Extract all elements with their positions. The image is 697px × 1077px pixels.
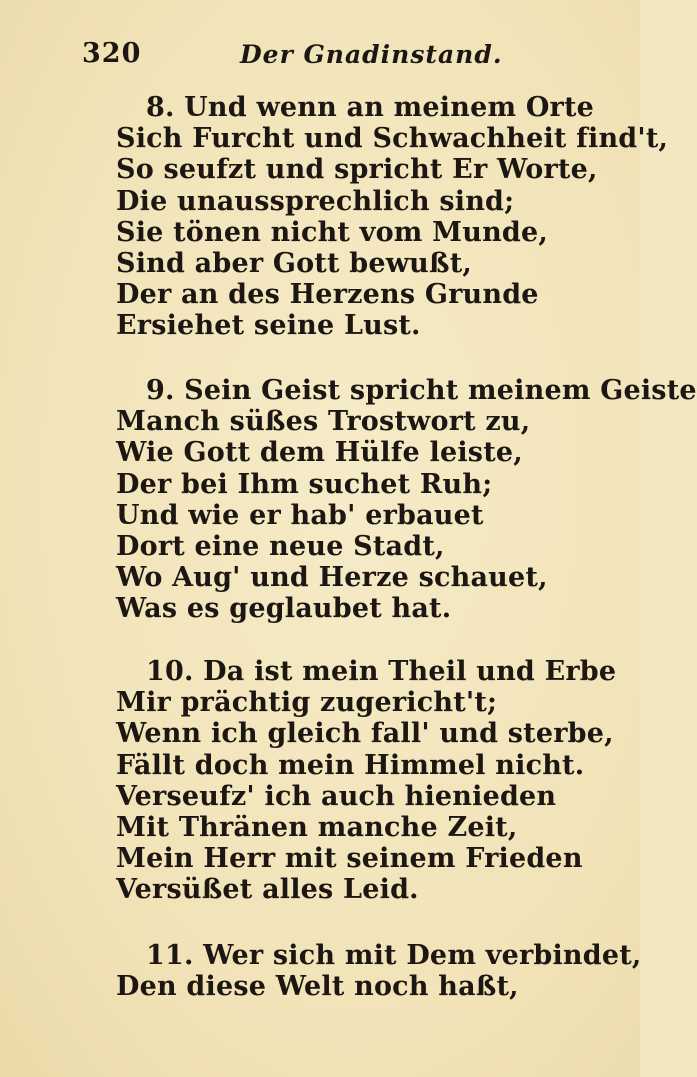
stanza-10 — [116, 656, 616, 906]
verse-line: Die unaussprechlich sind; — [116, 185, 515, 217]
verse-line: So seufzt und spricht Er Worte, — [116, 154, 598, 186]
verse-line: Versüßet alles Leid. — [116, 874, 419, 906]
verse-line: 8. Und wenn an meinem Orte — [146, 92, 595, 123]
verse-line: Mein Herr mit seinem Frieden — [116, 843, 583, 875]
verse-line: Mir prächtig zugericht't; — [116, 687, 498, 719]
stanza-9 — [116, 375, 697, 625]
verse-line: Verseufz' ich auch hienieden — [116, 780, 557, 812]
verse-line: 10. Da ist mein Theil und Erbe — [146, 656, 617, 687]
verse-line: Mit Thränen manche Zeit, — [116, 812, 518, 844]
verse-line: Wie Gott dem Hülfe leiste, — [116, 437, 523, 469]
verse-line: Ersiehet seine Lust. — [116, 310, 421, 342]
verse-line: Sie tönen nicht vom Munde, — [116, 216, 548, 248]
verse-line: Wenn ich gleich fall' und sterbe, — [116, 718, 614, 750]
verse-line: Dort eine neue Stadt, — [116, 531, 445, 563]
verse-line: Was es geglaubet hat. — [116, 593, 452, 625]
verse-line: Manch süßes Trostwort zu, — [116, 406, 531, 438]
verse-line: Fällt doch mein Himmel nicht. — [116, 749, 585, 781]
stanza-11 — [116, 940, 642, 1003]
page-number: 320 — [82, 38, 142, 69]
running-head: Der Gnadinstand. — [240, 40, 503, 69]
verse-line: Den diese Welt noch haßt, — [116, 971, 519, 1003]
verse-line: 11. Wer sich mit Dem verbindet, — [146, 940, 642, 971]
verse-line: Wo Aug' und Herze schauet, — [116, 562, 548, 594]
verse-line: 9. Sein Geist spricht meinem Geiste — [146, 375, 697, 406]
verse-line: Sind aber Gott bewußt, — [116, 248, 472, 280]
stanza-8 — [116, 92, 669, 342]
verse-line: Der bei Ihm suchet Ruh; — [116, 468, 493, 500]
verse-line: Sich Furcht und Schwachheit find't, — [116, 123, 669, 155]
verse-line: Der an des Herzens Grunde — [116, 279, 539, 311]
verse-line: Und wie er hab' erbauet — [116, 499, 484, 531]
